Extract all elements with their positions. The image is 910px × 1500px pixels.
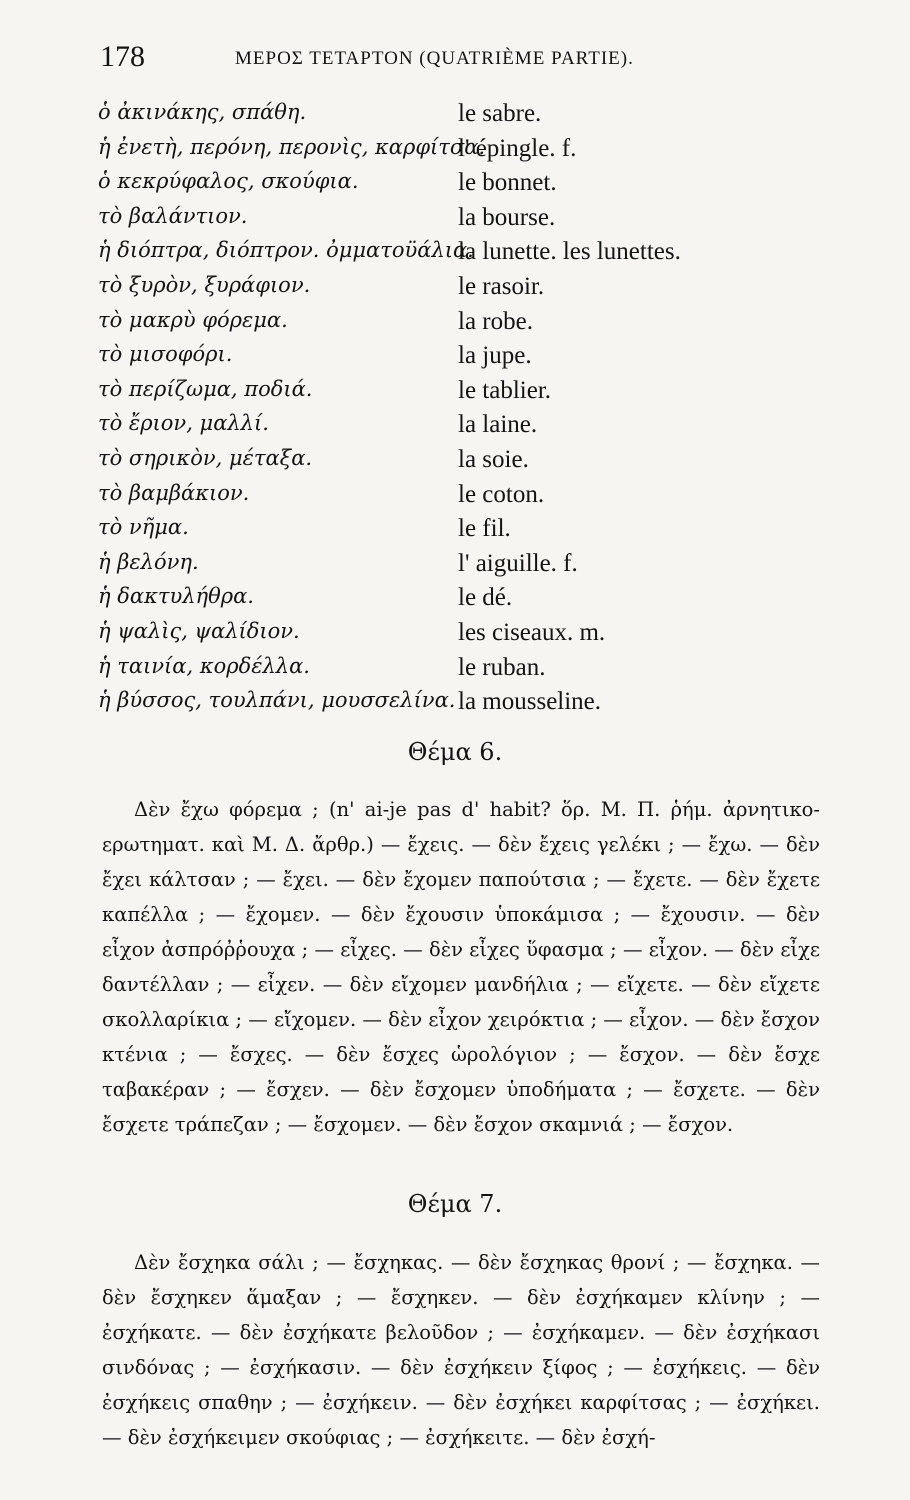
greek-term: τὸ νῆμα. [98,515,189,540]
greek-term: τὸ βαμβάκιον. [98,480,250,505]
greek-term: τὸ περίζωμα, ποδιά. [98,376,313,401]
theme-7-title: Θέμα 7. [407,1190,503,1218]
vocab-row [98,411,818,446]
french-term: la jupe. [458,342,532,370]
greek-term: ὁ ἀκινάκης, σπάθη. [98,100,307,124]
vocab-row [98,308,818,343]
french-term: le fil. [458,515,511,543]
french-term: le sabre. [458,100,542,127]
greek-term: τὸ βαλάντιον. [98,203,248,228]
vocab-row [98,273,818,308]
vocab-row [98,550,818,585]
vocab-row [98,377,818,412]
vocab-row [98,169,818,204]
vocab-row [98,446,818,481]
greek-term: ἡ ἐνετὴ, περόνη, περονὶς, καρφίτσα. [98,134,486,159]
running-head: ΜΕΡΟΣ ΤΕΤΑΡΤΟΝ (QUATRIÈME PARTIE). [235,48,634,69]
french-term: l' épingle. f. [458,134,577,162]
vocab-row [98,135,818,170]
greek-term: τὸ ξυρὸν, ξυράφιον. [98,272,311,297]
french-term: le dé. [458,584,513,612]
page-header [100,40,820,80]
french-term: le bonnet. [458,169,557,197]
vocab-row [98,238,818,273]
french-term: l' aiguille. f. [458,549,578,577]
greek-term: ἡ ταινία, κορδέλλα. [98,653,310,678]
greek-term: τὸ μακρὺ φόρεμα. [98,307,288,332]
french-term: le coton. [458,480,545,508]
vocab-row [98,619,818,654]
french-term: la laine. [458,411,538,439]
greek-term: ἡ βύσσος, τουλπάνι, μουσσελίνα. [98,688,456,713]
vocab-row [98,100,818,135]
french-term: le rasoir. [458,272,545,300]
vocab-row [98,342,818,377]
greek-term: ὁ κεκρύφαλος, σκούφια. [98,169,359,194]
greek-term: ἡ βελόνη. [98,549,199,574]
greek-term: ἡ ψαλὶς, ψαλίδιον. [98,618,300,643]
greek-term: ἡ δακτυλήθρα. [98,584,254,609]
greek-term: ἡ διόπτρα, διόπτρον. ὀμματοϋάλια. [98,238,474,263]
french-term: le ruban. [458,653,546,681]
french-term: la soie. [458,445,529,473]
vocab-row [98,584,818,619]
greek-term: τὸ μισοφόρι. [98,342,233,367]
theme-6-title: Θέμα 6. [407,738,503,766]
french-term: la bourse. [458,203,556,231]
french-term: la mousseline. [458,688,602,716]
french-term: les ciseaux. m. [458,618,606,646]
page-number: 178 [100,40,145,73]
theme-7-text: Δὲν ἔσχηκα σάλι ; — ἔσχηκας. — δὲν ἔσχηκας θρονί ; — ἔσχηκα. — δὲν ἔσχηκεν ἅμαξαν ; — ἔσχηκεν. — δὲν ἐσχήκαμεν κλίνην ; — ἐσχήκατε. — δὲν ἐσχήκατε βελοῦδον ; — ἐσχήκαμεν. — δὲν ἐσχήκασι σινδόνας ; — ἐσχήκασιν. — δὲν ἐσχήκειν ξίφος ; — ἐσχήκεις. — δὲν ἐσχήκεις σπαθην ; — ἐσχήκειν. — δὲν ἐσχήκει καρφίτσας ; — ἐσχήκει. — δὲν ἐσχήκειμεν σκούφιας ; — ἐσχήκειτε. — δὲν ἐσχή- [102,1251,820,1449]
french-term: la lunette. les lunettes. [458,238,681,266]
theme-7-exercise [102,1245,820,1455]
vocab-row [98,204,818,239]
french-term: la robe. [458,307,533,335]
vocab-row [98,481,818,516]
theme-6-text: Δὲν ἔχω φόρεμα ; (n' ai-je pas d' habit? ὅρ. Μ. Π. ῥήμ. ἀρνητικο-ερωτηματ. καὶ Μ. Δ. ἄρθρ.) — ἔχεις. — δὲν ἔχεις γελέκι ; — ἔχω. — δὲν ἔχει κάλτσαν ; — ἔχει. — δὲν ἔχομεν παπούτσια ; — ἔχετε. — δὲν ἔχετε καπέλλα ; — ἔχομεν. — δὲν ἔχουσιν ὑποκάμισα ; — ἔχουσιν. — δὲν εἶχον ἀσπρόῤῥουχα ; — εἶχες. — δὲν εἶχες ὕφασμα ; — εἶχον. — δὲν εἶχε δαντέλλαν ; — εἶχεν. — δὲν εἴχομεν μανδήλια ; — εἴχετε. — δὲν εἴχετε σκολλαρίκια ; — εἴχομεν. — δὲν εἶχον χειρόκτια ; — εἶχον. — δὲν ἔσχον κτένια ; — ἔσχες. — δὲν ἔσχες ὡρολόγιον ; — ἔσχον. — δὲν ἔσχε ταβακέραν ; — ἔσχεν. — δὲν ἔσχομεν ὑποδήματα ; — ἔσχετε. — δὲν ἔσχετε τράπεζαν ; — ἔσχομεν. — δὲν ἔσχον σκαμνιά ; — ἔσχον. [102,798,820,1136]
french-term: le tablier. [458,376,552,404]
vocab-row [98,515,818,550]
greek-term: τὸ σηρικὸν, μέταξα. [98,445,313,470]
vocabulary-list [98,100,818,723]
theme-6-exercise [102,792,820,1142]
vocab-row [98,688,818,723]
vocab-row [98,654,818,689]
greek-term: τὸ ἔριον, μαλλί. [98,411,269,436]
